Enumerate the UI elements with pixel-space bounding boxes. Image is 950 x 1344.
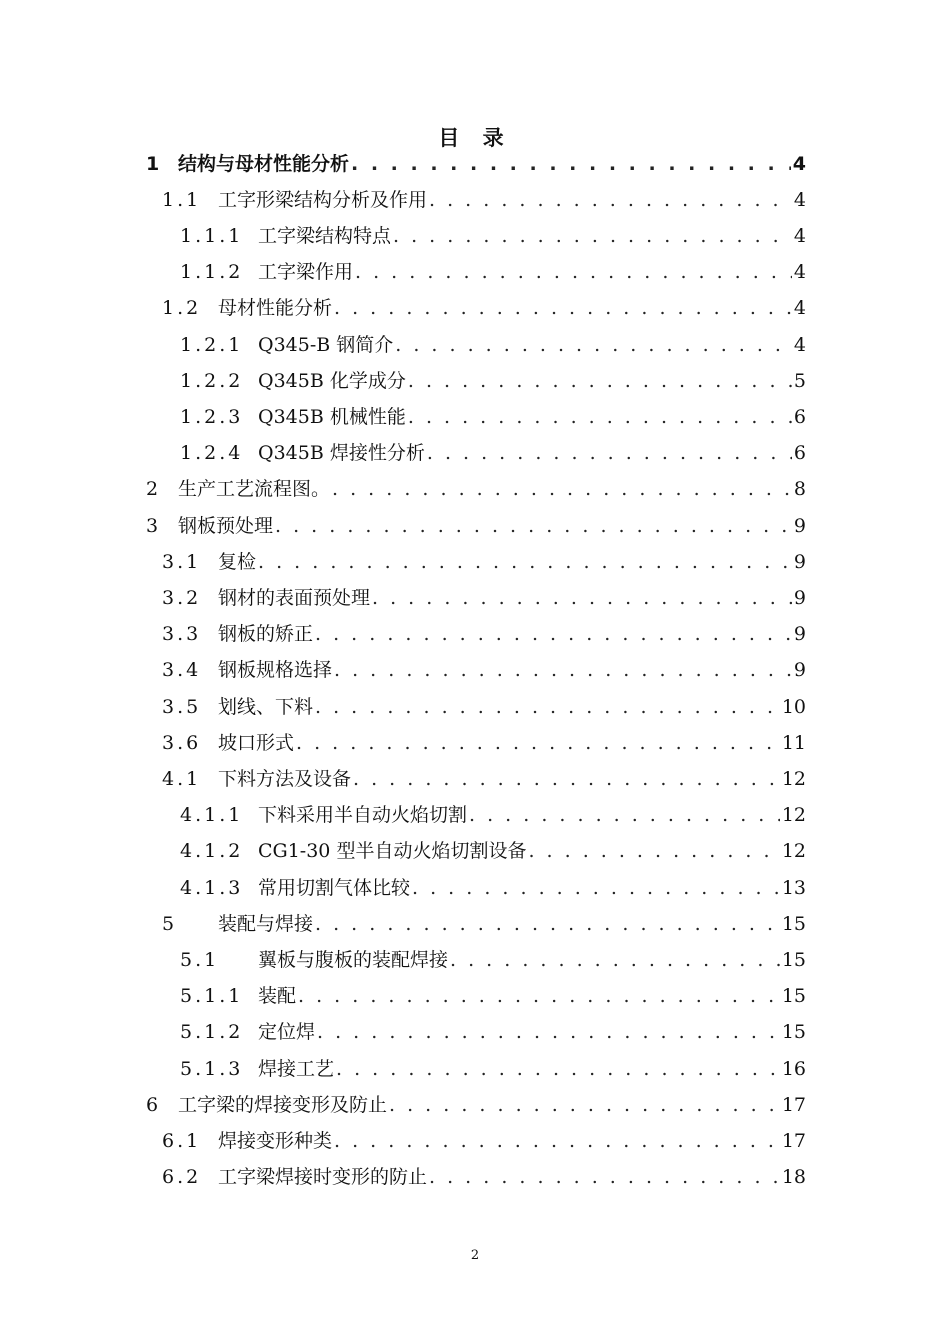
toc-leader-dots (389, 1094, 780, 1116)
toc-entry-number: 1.2.4 (180, 442, 244, 465)
toc-entry-label: 下料采用半自动火焰切割 (258, 804, 468, 827)
toc-entry[interactable] (146, 149, 806, 176)
toc-entry-page: 5 (793, 369, 806, 392)
toc-entry[interactable] (162, 185, 806, 212)
toc-entry[interactable] (180, 1054, 806, 1081)
toc-entry-number: 5.1 (180, 948, 220, 971)
toc-entry-page: 4 (793, 224, 806, 247)
toc-entry[interactable] (146, 1090, 806, 1117)
toc-entry-label: 工字梁的焊接变形及防止 (178, 1093, 388, 1116)
toc-entry-label: 坡口形式 (218, 731, 295, 754)
toc-entry-page: 9 (793, 514, 806, 537)
toc-row (0, 289, 950, 325)
toc-leader-dots (336, 1058, 780, 1080)
toc-entry-label: 装配 (258, 985, 297, 1008)
toc-entry-number: 5.1.2 (180, 1021, 244, 1044)
toc-entry-number: 1.2.2 (180, 369, 244, 392)
toc-row (0, 940, 950, 976)
toc-leader-dots (315, 696, 780, 718)
toc-entry-number: 3.3 (162, 623, 202, 646)
toc-entry-label: 下料方法及设备 (218, 767, 352, 790)
toc-entry-page: 15 (781, 1021, 806, 1044)
toc-leader-dots (469, 804, 780, 826)
toc-entry[interactable] (162, 655, 806, 682)
toc-entry-label: 钢材的表面预处理 (218, 586, 371, 609)
toc-leader-dots (353, 768, 780, 790)
toc-entry-page: 9 (793, 623, 806, 646)
toc-entry-label: 生产工艺流程图。 (178, 478, 331, 501)
toc-row (0, 434, 950, 470)
toc-entry[interactable] (180, 366, 806, 393)
toc-entry-number: 1 (146, 152, 163, 175)
toc-row (0, 216, 950, 252)
toc-leader-dots (298, 985, 780, 1007)
toc-row (0, 144, 950, 180)
toc-entry-label: 工字梁结构特点 (258, 224, 392, 247)
toc-row (0, 578, 950, 614)
toc-leader-dots (351, 153, 791, 175)
toc-entry-page: 4 (793, 333, 806, 356)
toc-entry-label: 翼板与腹板的装配焊接 (258, 948, 449, 971)
toc-entry[interactable] (162, 1126, 806, 1153)
toc-entry[interactable] (146, 474, 806, 501)
toc-entry-label: 钢板规格选择 (218, 659, 333, 682)
toc-entry-label: 焊接工艺 (258, 1057, 335, 1080)
toc-entry[interactable] (162, 1162, 806, 1189)
toc-entry[interactable] (180, 1017, 806, 1044)
toc-entry[interactable] (162, 692, 806, 719)
toc-entry-page: 17 (781, 1093, 806, 1116)
toc-entry-number: 1.2.3 (180, 405, 244, 428)
toc-leader-dots (355, 261, 792, 283)
toc-entry-label: 焊接变形种类 (218, 1129, 333, 1152)
toc-title: 目 录 (438, 125, 512, 150)
toc-entry-number: 1.1 (162, 188, 202, 211)
toc-leader-dots (334, 1130, 780, 1152)
toc-row (0, 325, 950, 361)
toc-entry[interactable] (180, 945, 806, 972)
toc-entry-page: 9 (793, 550, 806, 573)
toc-entry-label: 工字梁焊接时变形的防止 (218, 1166, 428, 1189)
toc-entry-page: 18 (781, 1166, 806, 1189)
toc-entry-number: 6 (146, 1093, 162, 1116)
toc-entry-page: 12 (781, 804, 806, 827)
toc-entry-number: 2 (146, 478, 162, 501)
toc-entry-page: 4 (793, 261, 806, 284)
toc-entry[interactable] (162, 293, 806, 320)
toc-entry-label: 工字梁作用 (258, 261, 354, 284)
toc-entry[interactable] (180, 402, 806, 429)
toc-entry-label: Q345-B 钢简介 (258, 333, 394, 356)
toc-leader-dots (334, 297, 792, 319)
toc-leader-dots (315, 913, 780, 935)
toc-entry-number: 1.1.1 (180, 224, 244, 247)
toc-entry-label: 常用切割气体比较 (258, 876, 411, 899)
toc-row (0, 723, 950, 759)
toc-entry-label: 工字形梁结构分析及作用 (218, 188, 428, 211)
toc-entry-label: 母材性能分析 (218, 297, 333, 320)
toc-leader-dots (427, 442, 792, 464)
toc-entry-page: 4 (793, 297, 806, 320)
toc-entry-number: 5 (162, 912, 178, 935)
toc-entry-page: 15 (781, 985, 806, 1008)
toc-leader-dots (528, 840, 779, 862)
toc-leader-dots (395, 334, 792, 356)
toc-entry-page: 16 (781, 1057, 806, 1080)
toc-row (0, 397, 950, 433)
toc-leader-dots (408, 370, 792, 392)
toc-entry-number: 5.1.3 (180, 1057, 244, 1080)
toc-entry-label: 钢板预处理 (178, 514, 274, 537)
toc-entry-page: 6 (793, 405, 806, 428)
toc-entry[interactable] (162, 728, 806, 755)
page-number: 2 (470, 1248, 480, 1263)
toc-entry-page: 15 (781, 912, 806, 935)
toc-entry-number: 1.1.2 (180, 261, 244, 284)
toc-entry[interactable] (162, 583, 806, 610)
toc-entry[interactable] (180, 836, 806, 863)
toc-entry[interactable] (180, 330, 806, 357)
toc-entry-number: 3.6 (162, 731, 202, 754)
toc-leader-dots (429, 189, 792, 211)
toc-row (0, 180, 950, 216)
toc-leader-dots (258, 551, 792, 573)
toc-entry-number: 4.1.2 (180, 840, 244, 863)
toc-entry-label: Q345B 机械性能 (258, 405, 406, 428)
toc-entry-label: Q345B 化学成分 (258, 369, 406, 392)
toc-entry[interactable] (180, 873, 806, 900)
toc-entry[interactable] (162, 909, 806, 936)
toc-row (0, 361, 950, 397)
toc-entry-label: Q345B 焊接性分析 (258, 442, 425, 465)
toc-entry-number: 5.1.1 (180, 985, 244, 1008)
toc-entry-label: 划线、下料 (218, 695, 314, 718)
toc-entry-number: 1.2.1 (180, 333, 244, 356)
toc-entry-number: 4.1.1 (180, 804, 244, 827)
toc-row (0, 651, 950, 687)
toc-entry-page: 6 (793, 442, 806, 465)
toc-entry-label: 装配与焊接 (218, 912, 314, 935)
toc-entry[interactable] (162, 619, 806, 646)
toc-row (0, 904, 950, 940)
toc-entry-label: 定位焊 (258, 1021, 316, 1044)
toc-leader-dots (334, 659, 792, 681)
toc-entry-number: 1.2 (162, 297, 202, 320)
toc-entry-number: 4.1.3 (180, 876, 244, 899)
toc-entry[interactable] (180, 257, 806, 284)
toc-entry[interactable] (180, 800, 806, 827)
toc-entry[interactable] (180, 981, 806, 1008)
toc-entry-page: 9 (793, 659, 806, 682)
toc-entry-number: 3 (146, 514, 162, 537)
toc-entry-page: 12 (781, 767, 806, 790)
toc-leader-dots (275, 515, 792, 537)
toc-entry-page: 4 (792, 152, 806, 175)
toc-row (0, 506, 950, 542)
toc-entry-number: 3.5 (162, 695, 202, 718)
toc-entry-label: 结构与母材性能分析 (178, 152, 350, 175)
toc-entry-label: CG1-30 型半自动火焰切割设备 (258, 840, 527, 863)
toc-entry-page: 8 (793, 478, 806, 501)
toc-leader-dots (315, 623, 792, 645)
toc-entry-page: 11 (781, 731, 806, 754)
toc-entry[interactable] (162, 547, 806, 574)
toc-entry[interactable] (180, 438, 806, 465)
toc-row (0, 868, 950, 904)
toc-leader-dots (332, 478, 792, 500)
toc-row (0, 796, 950, 832)
toc-row (0, 1049, 950, 1085)
toc-entry-number: 3.4 (162, 659, 202, 682)
toc-leader-dots (372, 587, 792, 609)
toc-entry-number: 6.1 (162, 1129, 202, 1152)
toc-entry-number: 3.2 (162, 586, 202, 609)
toc-entry[interactable] (146, 511, 806, 538)
toc-entry-page: 4 (793, 188, 806, 211)
toc-row (0, 542, 950, 578)
toc-row (0, 615, 950, 651)
toc-row (0, 253, 950, 289)
toc-leader-dots (450, 949, 780, 971)
toc-leader-dots (429, 1166, 780, 1188)
toc-row (0, 759, 950, 795)
toc-leader-dots (296, 732, 780, 754)
toc-row (0, 470, 950, 506)
toc-row (0, 977, 950, 1013)
toc-entry-page: 12 (781, 840, 806, 863)
toc-entry-label: 钢板的矫正 (218, 623, 314, 646)
toc-entry-page: 15 (781, 948, 806, 971)
toc-entry-number: 3.1 (162, 550, 202, 573)
toc-entry-page: 17 (781, 1129, 806, 1152)
toc-entry-page: 13 (781, 876, 806, 899)
toc-entry-label: 复检 (218, 550, 257, 573)
toc-entry[interactable] (162, 764, 806, 791)
toc-leader-dots (408, 406, 792, 428)
toc-row (0, 687, 950, 723)
toc-row (0, 1013, 950, 1049)
toc-leader-dots (317, 1021, 780, 1043)
toc-leader-dots (412, 877, 780, 899)
toc-row (0, 1085, 950, 1121)
toc-row (0, 1158, 950, 1194)
toc-leader-dots (393, 225, 792, 247)
toc-entry-number: 4.1 (162, 767, 202, 790)
toc-row (0, 832, 950, 868)
toc-entry-page: 9 (793, 586, 806, 609)
toc-entry-number: 6.2 (162, 1166, 202, 1189)
toc-entry[interactable] (180, 221, 806, 248)
toc-row (0, 1121, 950, 1157)
toc-entry-page: 10 (781, 695, 806, 718)
